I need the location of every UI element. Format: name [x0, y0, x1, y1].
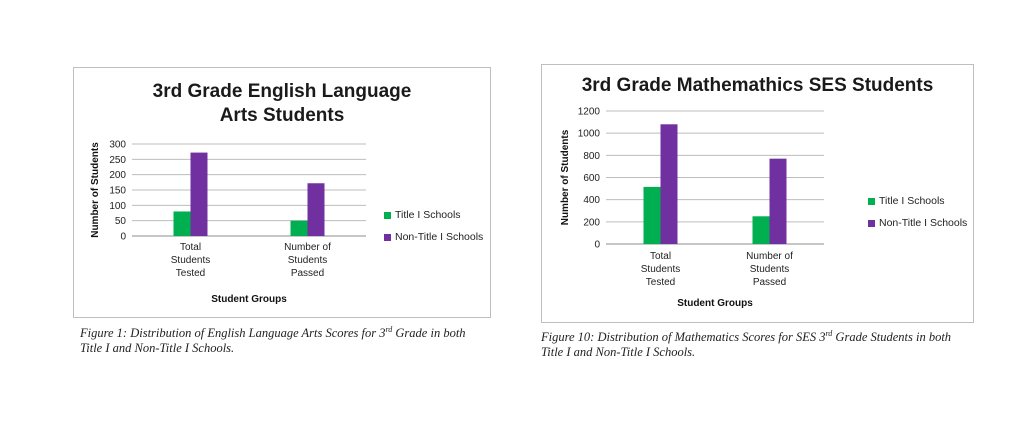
y-tick-label: 200: [109, 170, 126, 182]
x-axis-title: Student Groups: [677, 298, 753, 309]
y-tick-label: 1000: [577, 128, 600, 140]
y-tick-label: 1200: [577, 106, 600, 118]
caption-1-sup: rd: [385, 325, 393, 334]
chart-1-legend: [384, 204, 483, 248]
legend-swatch-title-i: [868, 198, 875, 205]
x-category-label: Number of Students Passed: [746, 251, 793, 288]
legend-item-title-i: [384, 204, 483, 226]
chart-1-title: 3rd Grade English Language Arts Students: [152, 81, 412, 126]
legend-label-title-i: Title I Schools: [395, 209, 461, 221]
figure-10-caption: [541, 326, 971, 360]
chart-1-plot: [74, 68, 492, 319]
y-tick-label: 300: [109, 139, 126, 151]
caption-1-text-end: Grade in both Title I and Non-Title I Schools.: [80, 326, 466, 356]
chart-2-frame: [541, 64, 974, 323]
y-tick-label: 150: [109, 185, 126, 197]
y-axis-title: Number of Students: [90, 142, 101, 238]
x-axis-title: Student Groups: [211, 294, 287, 305]
x-category-label: Total Students Tested: [640, 251, 681, 288]
bar-non-title-i: [191, 153, 208, 236]
y-tick-label: 250: [109, 154, 126, 166]
legend-item-non-title-i: [868, 212, 967, 234]
bar-non-title-i: [661, 124, 678, 244]
y-tick-label: 200: [583, 217, 600, 229]
caption-2-text: Figure 10: Distribution of Mathematics Scores for SES 3: [541, 330, 826, 345]
legend-label-title-i: Title I Schools: [879, 195, 945, 207]
y-tick-label: 400: [583, 195, 600, 207]
bar-title-i: [174, 211, 191, 236]
chart-2-legend: [868, 190, 967, 234]
y-tick-label: 0: [120, 231, 126, 243]
x-category-label: Total Students Tested: [170, 242, 211, 279]
y-tick-label: 800: [583, 150, 600, 162]
chart-1-frame: [73, 67, 491, 318]
bar-title-i: [753, 216, 770, 244]
legend-label-non-title-i: Non-Title I Schools: [879, 217, 968, 229]
legend-item-non-title-i: [384, 226, 483, 248]
bar-title-i: [291, 221, 308, 236]
caption-1-text: Figure 1: Distribution of English Language Arts Scores for 3: [80, 326, 386, 341]
legend-swatch-non-title-i: [868, 220, 875, 227]
x-category-label: Number of Students Passed: [284, 242, 331, 279]
legend-item-title-i: [868, 190, 967, 212]
y-tick-label: 50: [114, 216, 126, 228]
legend-swatch-non-title-i: [384, 234, 391, 241]
legend-label-non-title-i: Non-Title I Schools: [395, 231, 484, 243]
y-tick-label: 100: [109, 200, 126, 212]
legend-swatch-title-i: [384, 212, 391, 219]
bar-non-title-i: [308, 183, 325, 236]
caption-2-sup: rd: [825, 329, 833, 338]
chart-2-title: 3rd Grade Mathemathics SES Students: [581, 75, 934, 96]
y-tick-label: 0: [594, 239, 600, 251]
caption-2-text-end: Grade Students in both Title I and Non-Title I Schools.: [541, 330, 952, 360]
bar-title-i: [644, 187, 661, 244]
bar-non-title-i: [770, 159, 787, 244]
y-axis-title: Number of Students: [560, 129, 571, 226]
y-tick-label: 600: [583, 173, 600, 184]
figure-1-caption: [80, 322, 480, 356]
